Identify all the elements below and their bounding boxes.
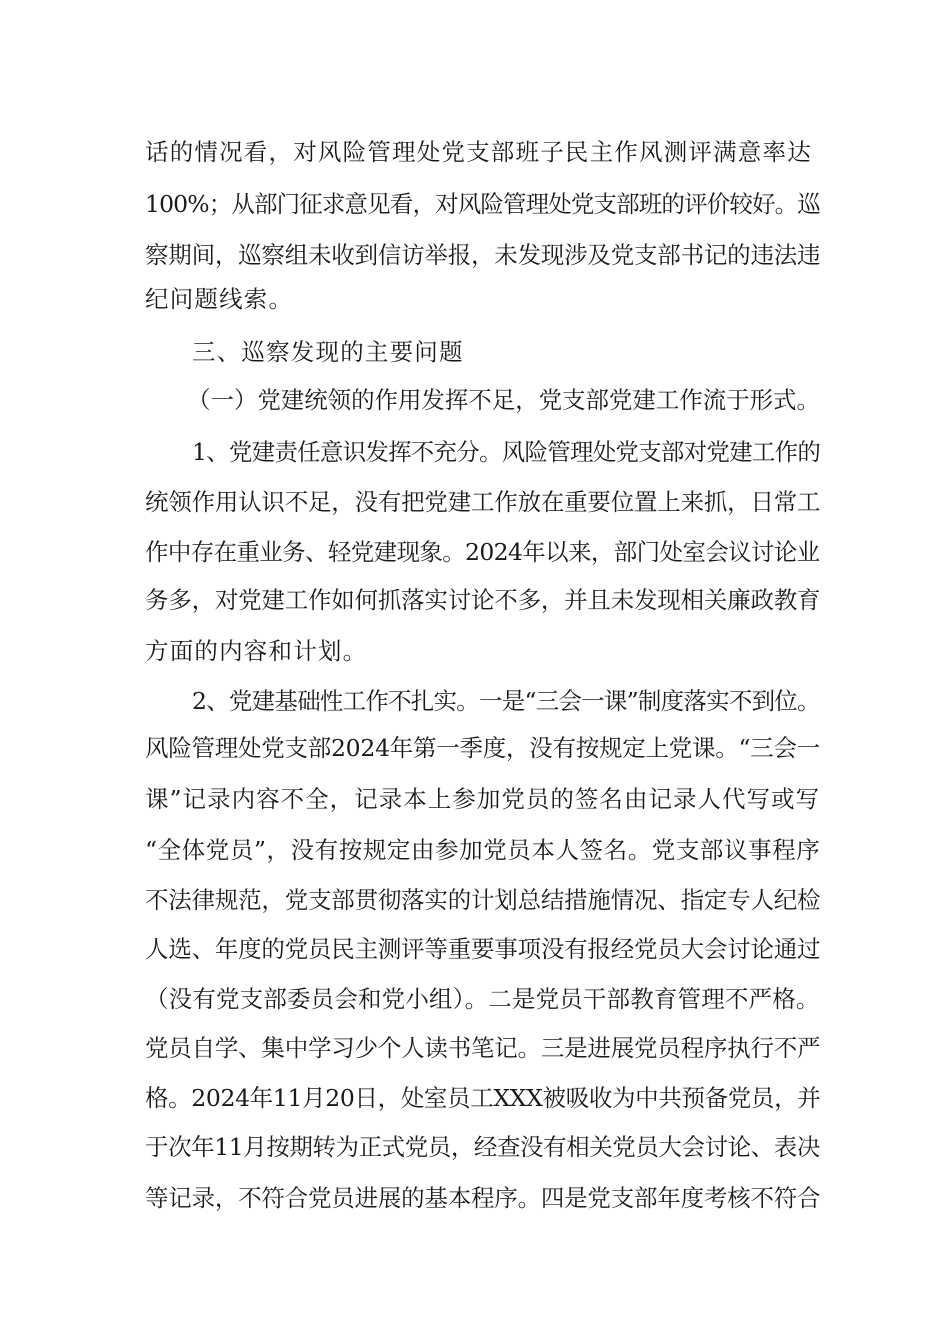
- paragraph-line: 话的情况看，对风险管理处党支部班子民主作风测评满意率达: [145, 138, 812, 166]
- paragraph-line: 于次年11月按期转为正式党员，经查没有相关党员大会讨论、表决: [145, 1133, 820, 1161]
- paragraph-line: 纪问题线索。: [145, 285, 294, 313]
- paragraph-line: 格。2024年11月20日，处室员工XXX被吸收为中共预备党员，并: [145, 1084, 821, 1112]
- paragraph-line: 党员自学、集中学习少个人读书笔记。三是进展党员程序执行不严: [145, 1034, 821, 1062]
- paragraph-line: 方面的内容和计划。: [145, 637, 368, 665]
- paragraph-line: 务多，对党建工作如何抓落实讨论不多，并且未发现相关廉政教育: [145, 586, 821, 614]
- paragraph-line: 人选、年度的党员民主测评等重要事项没有报经党员大会讨论通过: [145, 935, 821, 963]
- paragraph-line: 课”记录内容不全，记录本上参加党员的签名由记录人代写或写: [145, 785, 821, 813]
- paragraph-line: 察期间，巡察组未收到信访举报，未发现涉及党支部书记的违法违: [145, 241, 821, 269]
- paragraph-line: 统领作用认识不足，没有把党建工作放在重要位置上来抓，日常工: [145, 488, 821, 516]
- paragraph-line: “全体党员”，没有按规定由参加党员本人签名。党支部议事程序: [145, 836, 821, 864]
- paragraph-line: 不法律规范，党支部贯彻落实的计划总结措施情况、指定专人纪检: [145, 886, 821, 914]
- paragraph-line: 100%；从部门征求意见看，对风险管理处党支部班的评价较好。巡: [145, 190, 820, 218]
- paragraph-line: 作中存在重业务、轻党建现象。2024年以来，部门处室会议讨论业: [145, 538, 820, 566]
- subsection-heading: （一）党建统领的作用发挥不足，党支部党建工作流于形式。: [187, 386, 820, 414]
- paragraph-line: （没有党支部委员会和党小组）。二是党员干部教育管理不严格。: [145, 985, 820, 1013]
- paragraph-line: 等记录，不符合党员进展的基本程序。四是党支部年度考核不符合: [145, 1184, 821, 1212]
- paragraph-line: 2、党建基础性工作不扎实。一是“三会一课”制度落实不到位。: [192, 687, 820, 715]
- section-heading: 三、巡察发现的主要问题: [192, 338, 464, 366]
- paragraph-line: 风险管理处党支部2024年第一季度，没有按规定上党课。“三会一: [145, 734, 821, 762]
- paragraph-line: 1、党建责任意识发挥不充分。风险管理处党支部对党建工作的: [192, 438, 821, 466]
